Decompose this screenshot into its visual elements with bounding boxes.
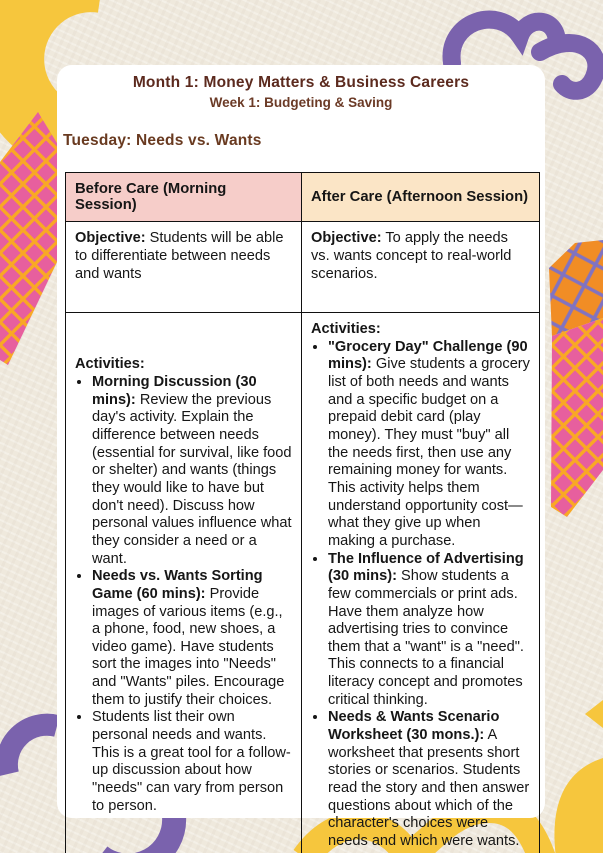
yellow-corner-piece-decoration (585, 700, 603, 728)
yellow-blob-decoration-bottom-right (554, 758, 603, 853)
activities-cell-before-care (66, 313, 302, 853)
activity-item (92, 709, 292, 815)
activity-item (328, 551, 530, 710)
purple-crescent-decoration-small (7, 725, 57, 774)
activities-cell-after-care (302, 313, 540, 853)
column-header-before-care: Before Care (Morning Session) (66, 173, 302, 222)
table-header-row (66, 173, 540, 222)
activity-lead: Morning Discussion (30 mins): (92, 373, 257, 408)
activity-text: Give students a grocery list of both needs and wants and a specific budget on a prepaid debit card (play money). They must "buy" all the needs first, then use any remaining money for wants. This activity helps them understand opportunity cost—what they give up when making a purchase. (328, 356, 530, 549)
activity-item (92, 568, 292, 709)
activity-lead: Needs & Wants Scenario Worksheet (30 mons.): (328, 709, 500, 744)
activity-text: Show students a few commercials or print ads. Have them analyze how advertising tries to convince them that a "want" is a "need". This connects to a financial literacy concept and promotes critical thinking. (328, 568, 524, 708)
activities-list-after-care (311, 339, 530, 851)
objective-row (66, 222, 540, 313)
activity-item (328, 709, 530, 850)
activity-text: Review the previous day's activity. Explain the difference between needs (essential for survival, like food or shelter) and wants (things they would like to have but don't need). Discuss how personal values influence what they consider a need or a want. (92, 391, 292, 567)
pink-hatch-band-decoration-right (551, 318, 603, 517)
objective-cell-after-care (302, 222, 540, 313)
pink-diamond-decoration-left (0, 112, 60, 365)
activity-item (92, 374, 292, 568)
activity-text: Students list their own personal needs and wants. This is a great tool for a follow-up discussion about how "needs" can vary from person to person. (92, 709, 291, 814)
activity-text: A worksheet that presents short stories or scenarios. Students read the story and then answer questions about which of the character's choices were needs and which were wants. (328, 727, 530, 850)
lesson-plan-card (57, 65, 545, 850)
purple-cloud-curl-decoration (540, 43, 596, 91)
day-heading: Tuesday: Needs vs. Wants (63, 132, 262, 149)
activity-lead: "Grocery Day" Challenge (90 mins): (328, 338, 528, 373)
column-header-after-care: After Care (Afternoon Session) (302, 173, 540, 222)
objective-text: To apply the needs vs. wants concept to real-world scenarios. (311, 230, 512, 282)
activity-lead: Needs vs. Wants Sorting Game (60 mins): (92, 568, 263, 602)
objective-label: Objective: (311, 230, 382, 246)
objective-text: Students will be able to differentiate between needs and wants (75, 230, 284, 282)
objective-label: Objective: (75, 230, 146, 246)
activities-label: Activities: (75, 356, 145, 373)
activities-list-before-care (75, 374, 292, 815)
activity-text: Provide images of various items (e.g., a phone, food, new shoes, a video game). Have students sort the images into "Needs" and "Wants" piles. Encourage them to justify their choices. (92, 585, 285, 708)
objective-cell-before-care (66, 222, 302, 313)
page-title: Month 1: Money Matters & Business Careers (132, 74, 470, 91)
page-subtitle: Week 1: Budgeting & Saving (209, 95, 393, 110)
schedule-table (65, 172, 540, 853)
activity-item (328, 339, 530, 551)
activity-lead: The Influence of Advertising (30 mins): (328, 550, 524, 585)
activities-label: Activities: (311, 321, 381, 337)
activities-row (66, 313, 540, 853)
